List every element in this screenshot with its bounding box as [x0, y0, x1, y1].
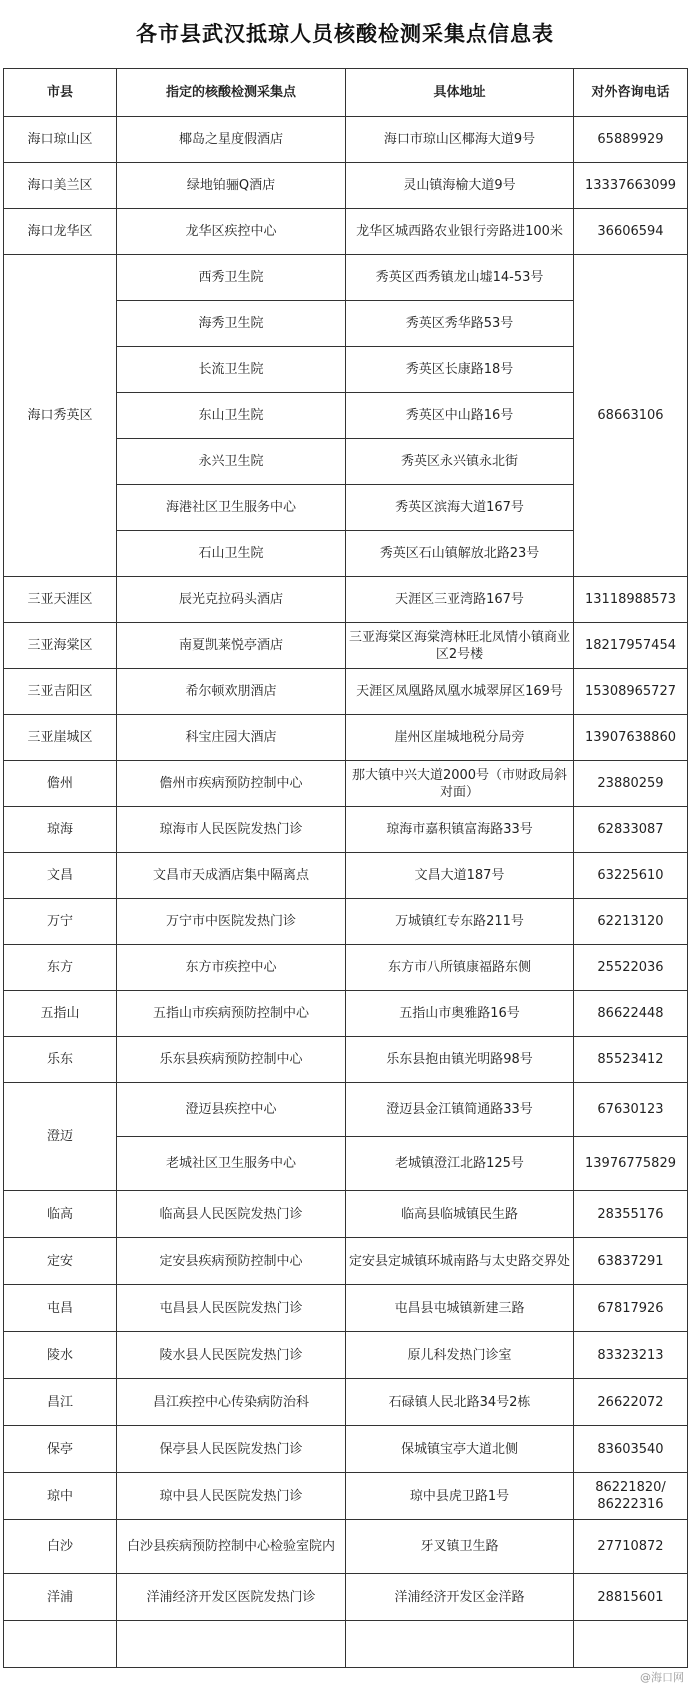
- address-cell: 老城镇澄江北路125号: [346, 1137, 574, 1191]
- city-cell: 保亭: [4, 1426, 117, 1473]
- table-row: [4, 1191, 688, 1238]
- phone-cell: 13118988573: [574, 577, 688, 623]
- table-row: [4, 945, 688, 991]
- table-row: [4, 669, 688, 715]
- city-cell: 定安: [4, 1238, 117, 1285]
- phone-cell: 13337663099: [574, 163, 688, 209]
- phone-cell: 15308965727: [574, 669, 688, 715]
- city-cell: 陵水: [4, 1332, 117, 1379]
- address-cell: 崖州区崖城地税分局旁: [346, 715, 574, 761]
- site-cell: 乐东县疾病预防控制中心: [117, 1037, 346, 1083]
- site-cell: 石山卫生院: [117, 531, 346, 577]
- header-address: 具体地址: [346, 69, 574, 117]
- site-cell: 儋州市疾病预防控制中心: [117, 761, 346, 807]
- table-row: [4, 807, 688, 853]
- city-cell: 东方: [4, 945, 117, 991]
- city-cell: 三亚吉阳区: [4, 669, 117, 715]
- city-cell: 琼中: [4, 1473, 117, 1520]
- site-cell: 科宝庄园大酒店: [117, 715, 346, 761]
- site-cell: 澄迈县疾控中心: [117, 1083, 346, 1137]
- table-row: [4, 991, 688, 1037]
- site-cell: [117, 1621, 346, 1668]
- phone-cell: 23880259: [574, 761, 688, 807]
- header-site: 指定的核酸检测采集点: [117, 69, 346, 117]
- address-cell: 琼中县虎卫路1号: [346, 1473, 574, 1520]
- phone-cell: 63837291: [574, 1238, 688, 1285]
- site-cell: 琼海市人民医院发热门诊: [117, 807, 346, 853]
- address-cell: 三亚海棠区海棠湾林旺北凤情小镇商业区2号楼: [346, 623, 574, 669]
- address-cell: 秀英区石山镇解放北路23号: [346, 531, 574, 577]
- table-row: [4, 209, 688, 255]
- phone-cell: 25522036: [574, 945, 688, 991]
- site-cell: 白沙县疾病预防控制中心检验室院内: [117, 1520, 346, 1574]
- city-cell: 澄迈: [4, 1083, 117, 1191]
- city-cell: 白沙: [4, 1520, 117, 1574]
- address-cell: 屯昌县屯城镇新建三路: [346, 1285, 574, 1332]
- city-cell: 洋浦: [4, 1574, 117, 1621]
- phone-cell: 68663106: [574, 255, 688, 577]
- phone-cell: 83323213: [574, 1332, 688, 1379]
- site-cell: 龙华区疾控中心: [117, 209, 346, 255]
- table-row: [4, 1379, 688, 1426]
- phone-cell: 86622448: [574, 991, 688, 1037]
- phone-cell: 26622072: [574, 1379, 688, 1426]
- address-cell: 秀英区西秀镇龙山墟14-53号: [346, 255, 574, 301]
- table-row: [4, 1574, 688, 1621]
- phone-cell: 67630123: [574, 1083, 688, 1137]
- phone-cell: [574, 1621, 688, 1668]
- site-cell: 海秀卫生院: [117, 301, 346, 347]
- phone-cell: 36606594: [574, 209, 688, 255]
- city-cell: [4, 1621, 117, 1668]
- address-cell: 定安县定城镇环城南路与太史路交界处: [346, 1238, 574, 1285]
- site-cell: 保亭县人民医院发热门诊: [117, 1426, 346, 1473]
- address-cell: 琼海市嘉积镇富海路33号: [346, 807, 574, 853]
- table-row: [4, 1285, 688, 1332]
- address-cell: 秀英区永兴镇永北街: [346, 439, 574, 485]
- address-cell: [346, 1621, 574, 1668]
- address-cell: 秀英区秀华路53号: [346, 301, 574, 347]
- address-cell: 临高县临城镇民生路: [346, 1191, 574, 1238]
- site-cell: 老城社区卫生服务中心: [117, 1137, 346, 1191]
- table-row: [4, 163, 688, 209]
- address-cell: 龙华区城西路农业银行旁路进100米: [346, 209, 574, 255]
- table-row: [4, 1083, 688, 1137]
- info-table: [3, 68, 688, 1668]
- site-cell: 万宁市中医院发热门诊: [117, 899, 346, 945]
- site-cell: 临高县人民医院发热门诊: [117, 1191, 346, 1238]
- phone-cell: 65889929: [574, 117, 688, 163]
- table-row: [4, 117, 688, 163]
- city-cell: 五指山: [4, 991, 117, 1037]
- phone-cell: 13976775829: [574, 1137, 688, 1191]
- address-cell: 秀英区滨海大道167号: [346, 485, 574, 531]
- address-cell: 五指山市奥雅路16号: [346, 991, 574, 1037]
- site-cell: 东山卫生院: [117, 393, 346, 439]
- address-cell: 石碌镇人民北路34号2栋: [346, 1379, 574, 1426]
- site-cell: 南夏凯莱悦亭酒店: [117, 623, 346, 669]
- address-cell: 那大镇中兴大道2000号（市财政局斜对面）: [346, 761, 574, 807]
- phone-cell: 18217957454: [574, 623, 688, 669]
- site-cell: 希尔顿欢朋酒店: [117, 669, 346, 715]
- table-row: [4, 255, 688, 301]
- address-cell: 秀英区中山路16号: [346, 393, 574, 439]
- city-cell: 万宁: [4, 899, 117, 945]
- city-cell: 海口秀英区: [4, 255, 117, 577]
- table-row: [4, 899, 688, 945]
- phone-cell: 67817926: [574, 1285, 688, 1332]
- site-cell: 五指山市疾病预防控制中心: [117, 991, 346, 1037]
- site-cell: 辰光克拉码头酒店: [117, 577, 346, 623]
- phone-cell: 86221820/ 86222316: [574, 1473, 688, 1520]
- site-cell: 定安县疾病预防控制中心: [117, 1238, 346, 1285]
- phone-cell: 62833087: [574, 807, 688, 853]
- site-cell: 昌江疾控中心传染病防治科: [117, 1379, 346, 1426]
- city-cell: 三亚崖城区: [4, 715, 117, 761]
- city-cell: 海口琼山区: [4, 117, 117, 163]
- site-cell: 椰岛之星度假酒店: [117, 117, 346, 163]
- city-cell: 儋州: [4, 761, 117, 807]
- site-cell: 永兴卫生院: [117, 439, 346, 485]
- site-cell: 屯昌县人民医院发热门诊: [117, 1285, 346, 1332]
- address-cell: 乐东县抱由镇光明路98号: [346, 1037, 574, 1083]
- address-cell: 灵山镇海榆大道9号: [346, 163, 574, 209]
- city-cell: 三亚天涯区: [4, 577, 117, 623]
- address-cell: 秀英区长康路18号: [346, 347, 574, 393]
- city-cell: 海口龙华区: [4, 209, 117, 255]
- watermark: @海口网: [640, 1671, 684, 1684]
- address-cell: 文昌大道187号: [346, 853, 574, 899]
- site-cell: 洋浦经济开发区医院发热门诊: [117, 1574, 346, 1621]
- city-cell: 三亚海棠区: [4, 623, 117, 669]
- city-cell: 文昌: [4, 853, 117, 899]
- address-cell: 原儿科发热门诊室: [346, 1332, 574, 1379]
- table-row: [4, 1621, 688, 1668]
- address-cell: 海口市琼山区椰海大道9号: [346, 117, 574, 163]
- table-row: [4, 1332, 688, 1379]
- site-cell: 琼中县人民医院发热门诊: [117, 1473, 346, 1520]
- table-row: [4, 715, 688, 761]
- table-row: [4, 761, 688, 807]
- site-cell: 文昌市天成酒店集中隔离点: [117, 853, 346, 899]
- site-cell: 长流卫生院: [117, 347, 346, 393]
- city-cell: 昌江: [4, 1379, 117, 1426]
- table-row: [4, 1473, 688, 1520]
- phone-cell: 62213120: [574, 899, 688, 945]
- site-cell: 陵水县人民医院发热门诊: [117, 1332, 346, 1379]
- site-cell: 绿地铂骊Q酒店: [117, 163, 346, 209]
- site-cell: 东方市疾控中心: [117, 945, 346, 991]
- address-cell: 牙叉镇卫生路: [346, 1520, 574, 1574]
- table-row: [4, 1238, 688, 1285]
- city-cell: 屯昌: [4, 1285, 117, 1332]
- phone-cell: 63225610: [574, 853, 688, 899]
- table-row: [4, 1426, 688, 1473]
- address-cell: 天涯区凤凰路凤凰水城翠屏区169号: [346, 669, 574, 715]
- site-cell: 海港社区卫生服务中心: [117, 485, 346, 531]
- city-cell: 琼海: [4, 807, 117, 853]
- phone-cell: 85523412: [574, 1037, 688, 1083]
- table-row: [4, 1037, 688, 1083]
- phone-cell: 13907638860: [574, 715, 688, 761]
- table-row: [4, 577, 688, 623]
- address-cell: 澄迈县金江镇简通路33号: [346, 1083, 574, 1137]
- address-cell: 天涯区三亚湾路167号: [346, 577, 574, 623]
- address-cell: 洋浦经济开发区金洋路: [346, 1574, 574, 1621]
- city-cell: 临高: [4, 1191, 117, 1238]
- page-title: 各市县武汉抵琼人员核酸检测采集点信息表: [136, 21, 554, 46]
- city-cell: 乐东: [4, 1037, 117, 1083]
- header-city: 市县: [4, 69, 117, 117]
- table-row: [4, 1520, 688, 1574]
- table-row: [4, 623, 688, 669]
- phone-cell: 28355176: [574, 1191, 688, 1238]
- table-row: [4, 853, 688, 899]
- phone-cell: 83603540: [574, 1426, 688, 1473]
- header-phone: 对外咨询电话: [574, 69, 688, 117]
- address-cell: 东方市八所镇康福路东侧: [346, 945, 574, 991]
- phone-cell: 28815601: [574, 1574, 688, 1621]
- city-cell: 海口美兰区: [4, 163, 117, 209]
- site-cell: 西秀卫生院: [117, 255, 346, 301]
- address-cell: 万城镇红专东路211号: [346, 899, 574, 945]
- header-row: [4, 69, 688, 117]
- address-cell: 保城镇宝亭大道北侧: [346, 1426, 574, 1473]
- phone-cell: 27710872: [574, 1520, 688, 1574]
